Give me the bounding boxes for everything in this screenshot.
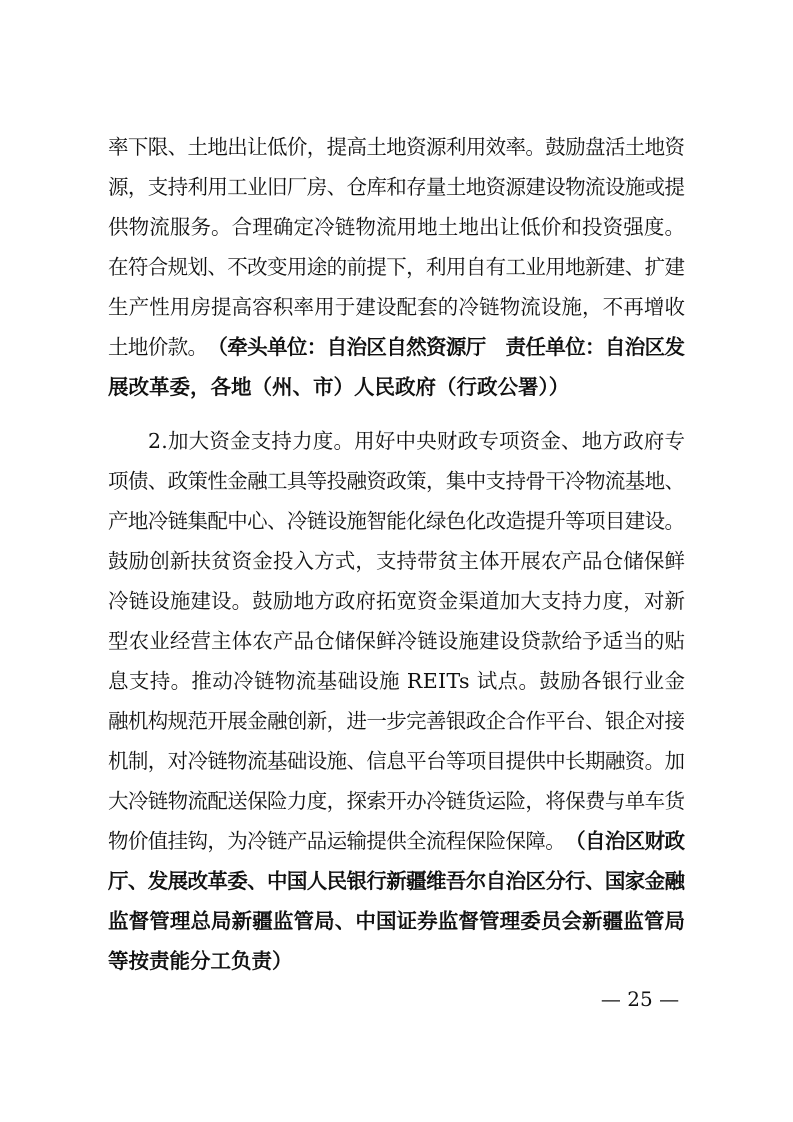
paragraph-2-line-4: [0, 541, 793, 581]
text-line: 生产性用房提高容积率用于建设配套的冷链物流设施，不再增收: [108, 295, 686, 319]
text-line: 息支持。推动冷链物流基础设施 REITs 试点。鼓励各银行业金: [108, 669, 686, 693]
paragraph-2-line-11: [0, 821, 793, 861]
page-number: — 25 —: [600, 987, 680, 1011]
paragraph-2-line-5: [0, 581, 793, 621]
paragraph-1-line-1: [0, 127, 793, 167]
responsible-unit-text: 厅、发展改革委、中国人民银行新疆维吾尔自治区分行、国家金融: [108, 869, 685, 893]
paragraph-1-line-3: [0, 207, 793, 247]
paragraph-2-line-1: [0, 421, 793, 461]
responsible-unit-text: （牵头单位：自治区自然资源厅 责任单位：自治区发: [207, 335, 685, 359]
text-line: 冷链设施建设。鼓励地方政府拓宽资金渠道加大支持力度，对新: [108, 589, 686, 613]
text-line: 机制，对冷链物流基础设施、信息平台等项目提供中长期融资。加: [108, 749, 685, 773]
text-line: 型农业经营主体农产品仓储保鲜冷链设施建设贷款给予适当的贴: [108, 629, 686, 653]
text-line: 鼓励创新扶贫资金投入方式，支持带贫主体开展农产品仓储保鲜: [108, 549, 686, 573]
paragraph-2-line-14: [0, 941, 793, 981]
paragraph-1-line-7: [0, 367, 793, 407]
paragraph-1-line-4: [0, 247, 793, 287]
text-line: 融机构规范开展金融创新，进一步完善银政企合作平台、银企对接: [108, 709, 685, 733]
text-line: 在符合规划、不改变用途的前提下，利用自有工业用地新建、扩建: [108, 255, 685, 279]
text-line: 源，支持利用工业旧厂房、仓库和存量土地资源建设物流设施或提: [108, 175, 685, 199]
paragraph-2-line-6: [0, 621, 793, 661]
paragraph-2-line-8: [0, 701, 793, 741]
paragraph-2-line-13: [0, 901, 793, 941]
text-line: 项债、政策性金融工具等投融资政策，集中支持骨干冷物流基地、: [108, 469, 685, 493]
paragraph-2-line-7: [0, 661, 793, 701]
paragraph-1-line-5: [0, 287, 793, 327]
paragraph-2-line-9: [0, 741, 793, 781]
text-line: 土地价款。: [108, 335, 208, 359]
paragraph-1-line-2: [0, 167, 793, 207]
responsible-unit-text: 展改革委，各地（州、市）人民政府（行政公署））: [108, 375, 570, 399]
text-line: 物价值挂钩，为冷链产品运输提供全流程保险保障。: [108, 829, 566, 853]
paragraph-2-line-10: [0, 781, 793, 821]
paragraph-2-line-3: [0, 501, 793, 541]
responsible-unit-text: 等按责能分工负责）: [108, 949, 293, 973]
paragraph-1-line-6: [0, 327, 793, 367]
responsible-unit-text: 监督管理总局新疆监管局、中国证券监督管理委员会新疆监管局: [108, 909, 686, 933]
paragraph-2-line-2: [0, 461, 793, 501]
text-line: 大冷链物流配送保险力度，探索开办冷链货运险，将保费与单车货: [108, 789, 685, 813]
paragraph-2-line-12: [0, 861, 793, 901]
responsible-unit-text: （自治区财政: [565, 829, 685, 853]
text-line: 2.加大资金支持力度。用好中央财政专项资金、地方政府专: [148, 429, 686, 453]
text-line: 率下限、土地出让低价，提高土地资源利用效率。鼓励盘活土地资: [108, 135, 685, 159]
text-line: 供物流服务。合理确定冷链物流用地土地出让低价和投资强度。: [108, 215, 686, 239]
text-line: 产地冷链集配中心、冷链设施智能化绿色化改造提升等项目建设。: [108, 509, 685, 533]
